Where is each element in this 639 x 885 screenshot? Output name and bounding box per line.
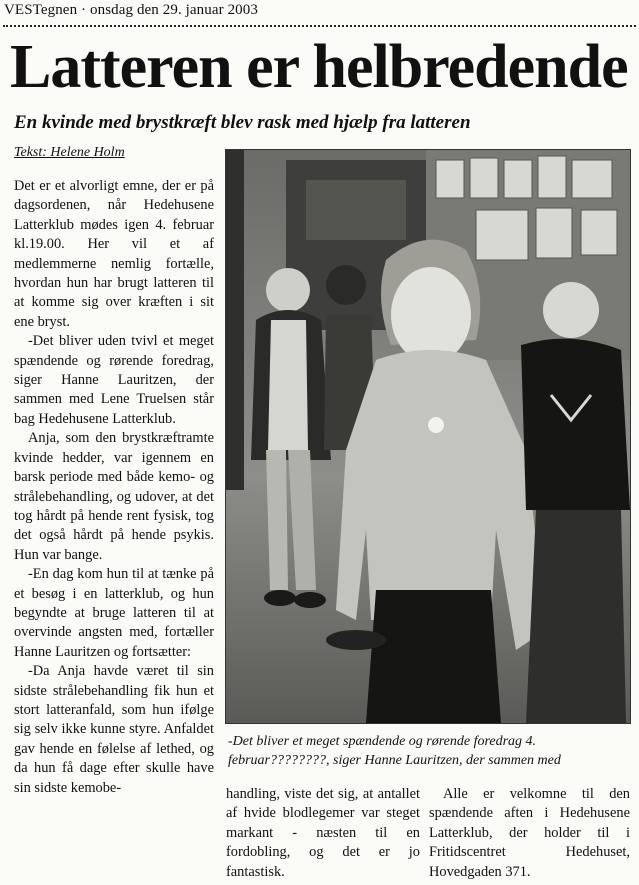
publication-name: VESTegnen [4,2,78,18]
paragraph: -Da Anja havde været til sin sidste strålebehandling fik hun et stort latteranfald, som hun ifølge sig selv ikke kunne styre. Anfaldet gav hende en følelse af lethed, og da hun få dage efter skulle have sin sidste kemobe- [14,663,214,796]
article-column-2 [226,785,420,882]
paragraph: Alle er velkomne til den spændende aften i Hedehusene Latterklub, der holder til i Fritidscentret Hedehuset, Hovedgaden 371. [429,786,630,880]
masthead-line [4,2,258,19]
photo-caption: -Det bliver et meget spændende og rørende foredrag 4. februar????????, siger Hanne Lauritzen, der sammen med [228,734,561,768]
paragraph: -Det bliver uden tvivl et meget spændende og rørende foredrag, siger Hanne Lauritzen, der sammen med Lene Truelsen står bag Hedehusene Latterklub. [14,333,214,427]
byline: Tekst: Helene Holm [14,145,125,160]
paragraph: Anja, som den brystkræftramte kvinde hedder, var igennem en barsk periode med både kemo- og strålebehandling, og udover, at det tog hårdt på hende rent fysisk, tog det også hårdt på hende psykis. Hun var bange. [14,430,214,563]
headline: Latteren er helbredende [10,33,628,101]
publication-date: onsdag den 29. januar 2003 [90,2,258,18]
paragraph: -En dag kom hun til at tænke på et besøg i en latterklub, og hun begyndte at bruge latteren til at overvinde angsten med, fortæller Hanne Lauritzen og fortsætter: [14,566,214,660]
subheadline: En kvinde med brystkræft blev rask med hjælp fra latteren [14,112,471,133]
article-column-3 [429,785,630,882]
article-column-1 [14,177,214,798]
article-photo [225,149,631,724]
dotted-rule [3,25,636,27]
paragraph: Det er et alvorligt emne, der er på dagsordenen, når Hedehusene Latterklub mødes igen 4. februar kl.19.00. Her vil et af medlemmerne nemlig fortælle, hvordan hun har brugt latteren til at komme sig over kræften i sit ene bryst. [14,178,214,330]
header-separator: · [81,2,87,18]
paragraph: handling, viste det sig, at antallet af hvide blodlegemer var steget markant - næsten til en fordobling, og det er jo fantastisk. [226,786,420,880]
photo-illustration [226,150,630,723]
